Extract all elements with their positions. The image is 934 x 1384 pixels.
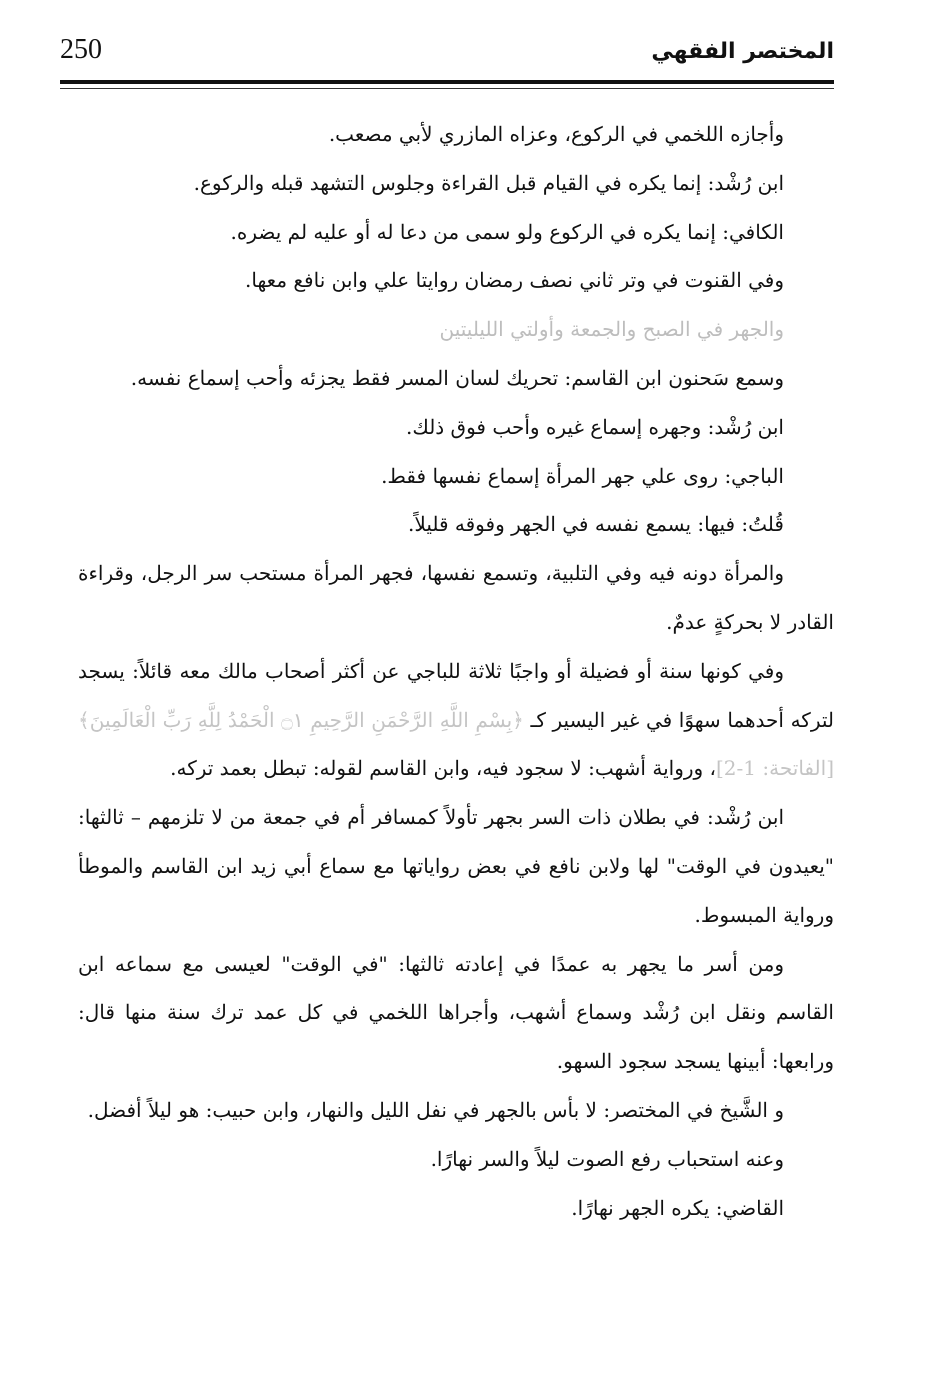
quran-quote: ﴿بِسْمِ اللَّهِ الرَّحْمَنِ الرَّحِيمِ ۝١ الْحَمْدُ لِلَّهِ رَبِّ الْعَالَمِينَ﴾ [الفاتحة: 1-2] xyxy=(78,707,834,781)
paragraph: قُلتُ: فيها: يسمع نفسه في الجهر وفوقه قليلاً. xyxy=(408,512,784,537)
page-header xyxy=(60,30,834,78)
header-rule-thick xyxy=(60,80,834,84)
paragraph: القاضي: يكره الجهر نهارًا. xyxy=(571,1195,784,1220)
paragraph: وفي القنوت في وتر ثاني نصف رمضان روايتا علي وابن نافع معها. xyxy=(245,268,784,293)
paragraph: والمرأة دونه فيه وفي التلبية، وتسمع نفسها، فجهر المرأة مستحب سر الرجل، وقراءة القادر لا بحركةٍ عدمٌ. xyxy=(78,561,834,634)
paragraph: الكافي: إنما يكره في الركوع ولو سمى من دعا له أو عليه لم يضره. xyxy=(230,219,784,244)
paragraph: ومن أسر ما يجهر به عمدًا في إعادته ثالثها: "في الوقت" لعيسى مع سماعه ابن القاسم ونقل ابن رُشْد وسماع أشهب، وأجراها اللخمي في كل عمد ترك سنة منها قال: ورابعها: أبينها يسجد سجود السهو. xyxy=(78,951,834,1074)
running-title: المختصر الفقهي xyxy=(651,39,834,64)
paragraph: وعنه استحباب رفع الصوت ليلاً والسر نهارًا. xyxy=(430,1146,784,1171)
paragraph: وسمع سَحنون ابن القاسم: تحريك لسان المسر فقط يجزئه وأحب إسماع نفسه. xyxy=(130,365,784,390)
paragraph: وأجازه اللخمي في الركوع، وعزاه المازري لأبي مصعب. xyxy=(328,122,784,146)
page-number: 250 xyxy=(60,34,102,65)
paragraph: ابن رُشْد: وجهره إسماع غيره وأحب فوق ذلك. xyxy=(405,414,784,439)
paragraph: ابن رُشْد: إنما يكره في القيام قبل القراءة وجلوس التشهد قبله والركوع. xyxy=(193,170,784,195)
paragraph: و الشَّيخ في المختصر: لا بأس بالجهر في نفل الليل والنهار، وابن حبيب: هو ليلاً أفضل. xyxy=(87,1097,784,1122)
page-body xyxy=(78,110,834,1232)
paragraph: ابن رُشْد: في بطلان ذات السر بجهر تأولاً كمسافر أم في جمعة من لا تلزمهم – ثالثها: "يعيدون في الوقت" لها ولابن نافع في بعض رواياتها مع سماع أبي زيد ابن القاسم والموطأ ورواية المبسوط. xyxy=(78,805,834,927)
paragraph-text: وفي كونها سنة أو فضيلة أو واجبًا ثلاثة للباجي عن أكثر أصحاب مالك معه قائلاً: يسجد لتركه أحدهما سهوًا في غير اليسير كـ xyxy=(78,658,834,732)
paragraph-text: ، ورواية أشهب: لا سجود فيه، وابن القاسم لقوله: تبطل بعمد تركه. xyxy=(170,756,716,781)
paragraph-with-quote xyxy=(78,647,834,793)
header-rule-thin xyxy=(60,88,834,89)
paragraph: الباجي: روى علي جهر المرأة إسماع نفسها فقط. xyxy=(381,463,784,488)
section-heading-faded: والجهر في الصبح والجمعة وأولتي الليليتين xyxy=(439,317,784,342)
